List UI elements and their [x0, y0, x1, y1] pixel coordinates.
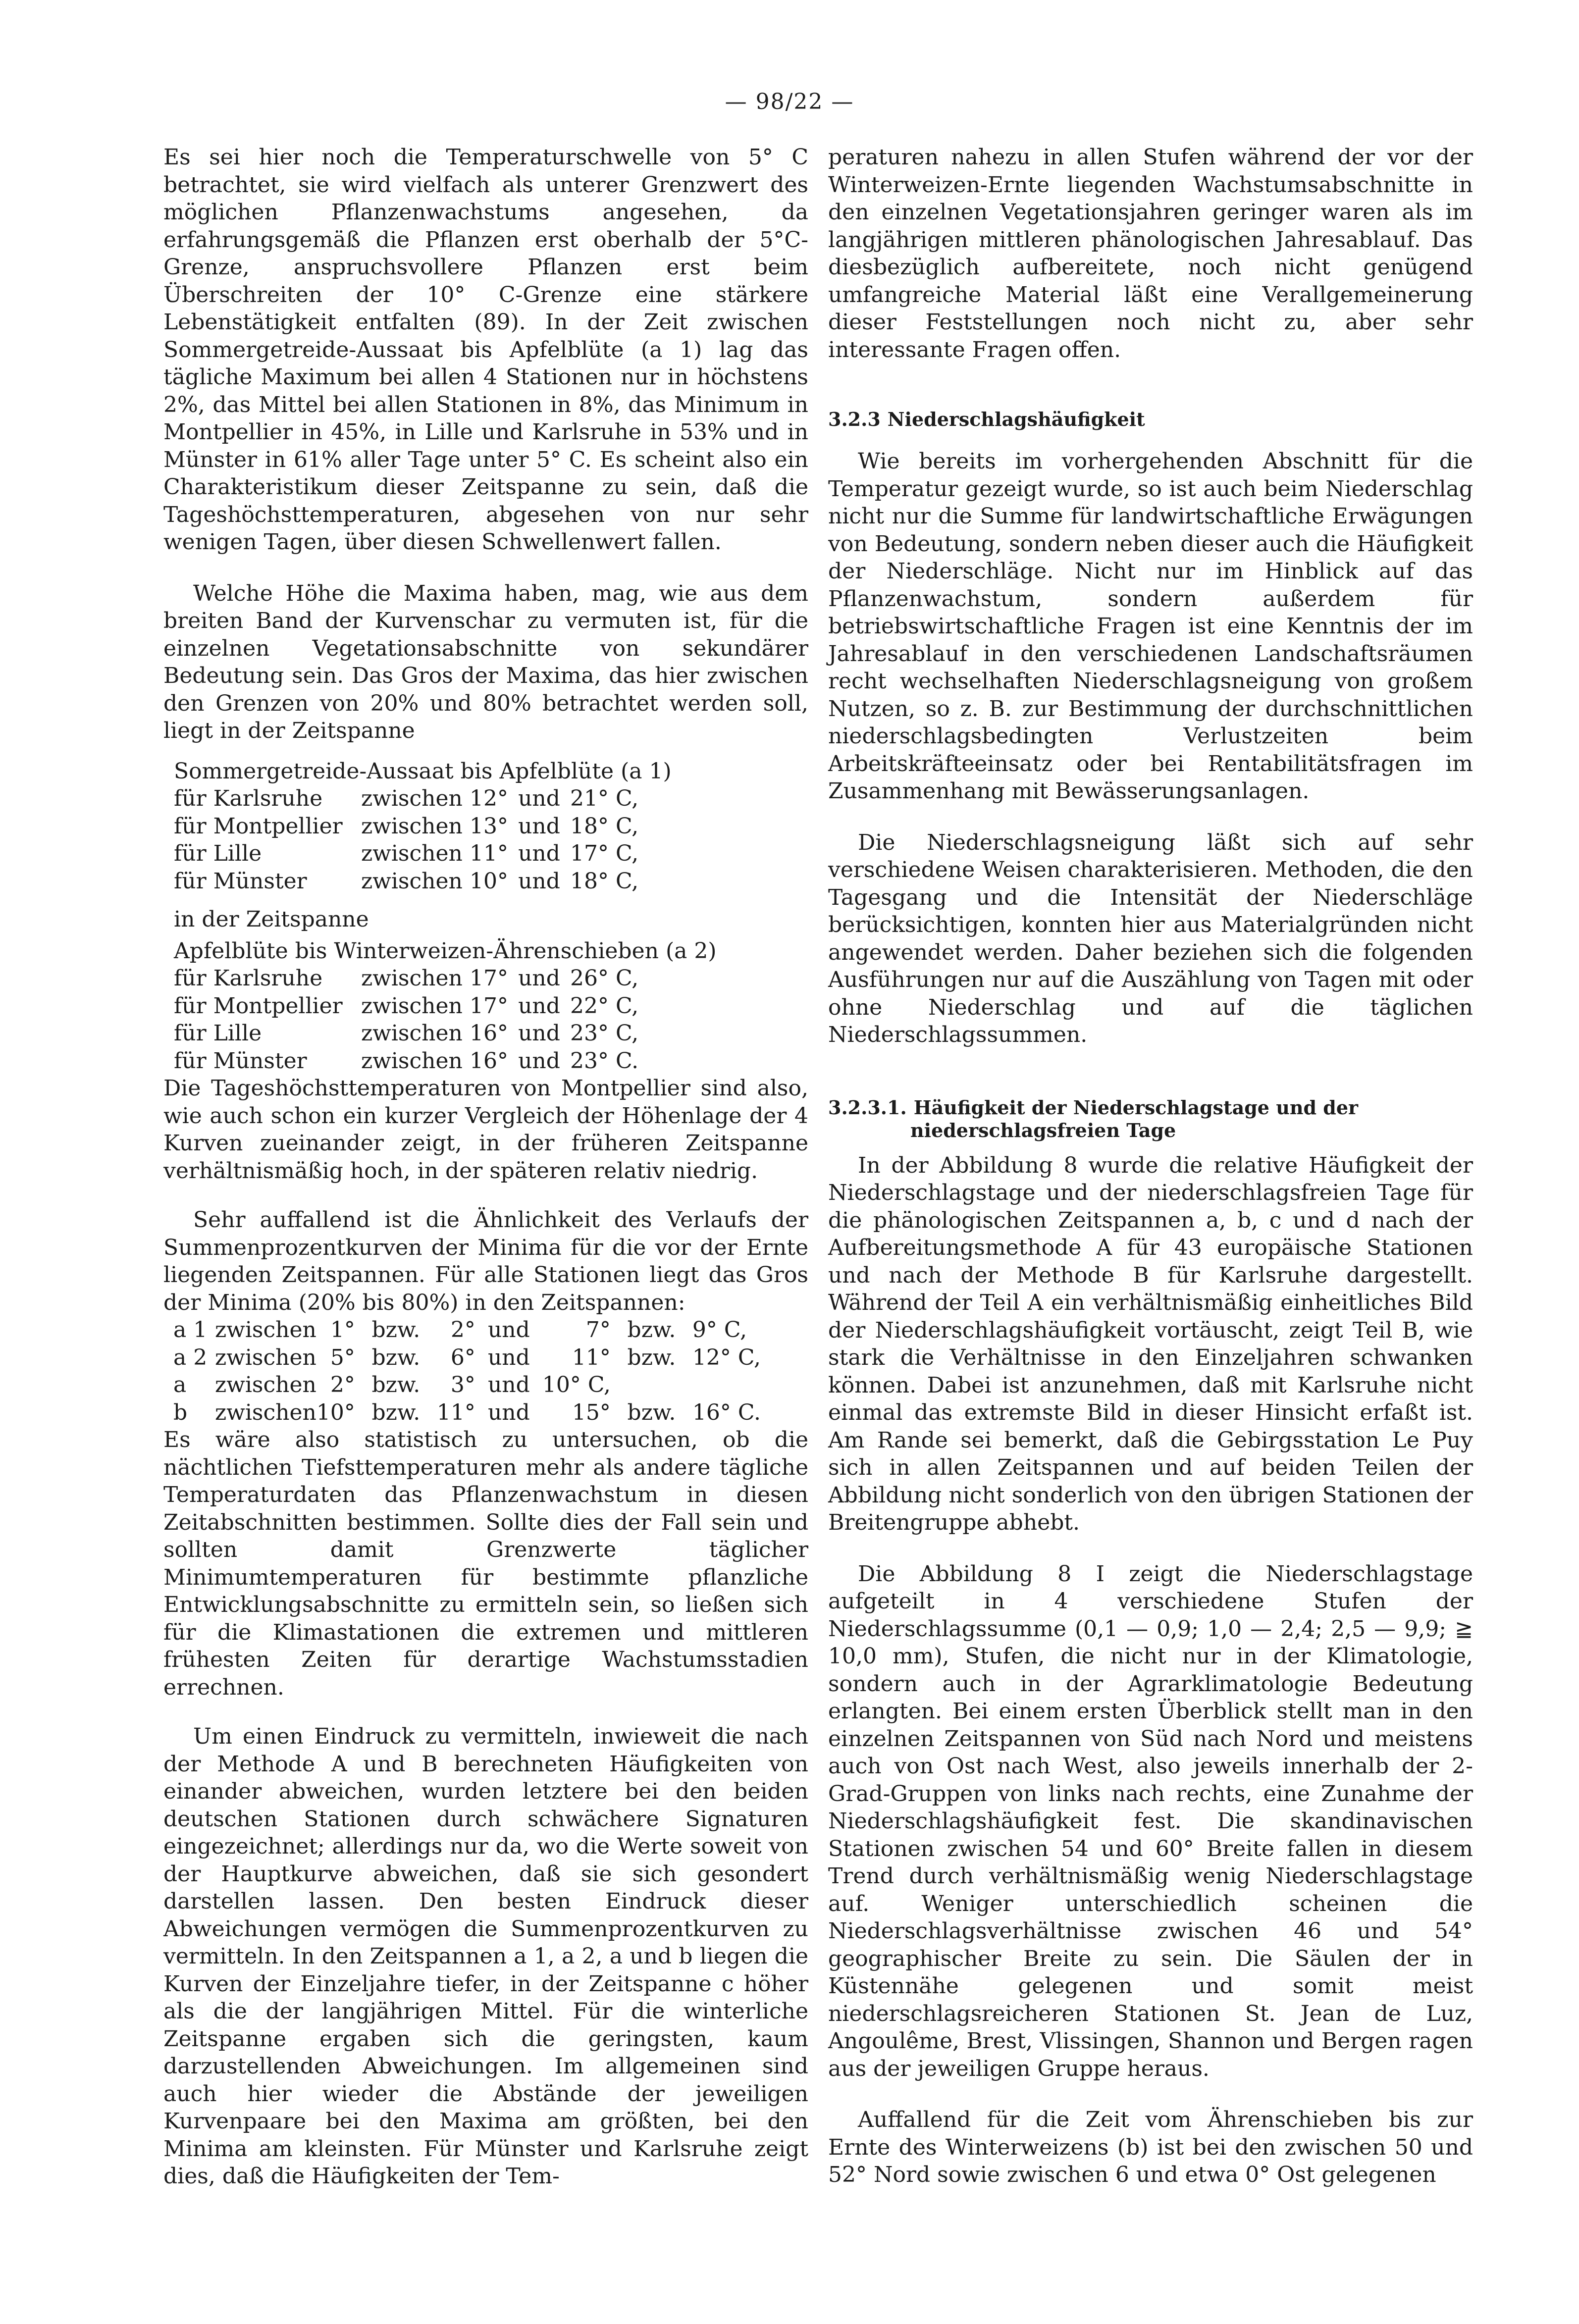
range-cell-und: und — [518, 868, 560, 894]
range-row — [174, 813, 638, 840]
range-cell-und: und — [518, 786, 560, 811]
minima-cell-b: 3° — [450, 1372, 475, 1397]
minima-cell-b: 6° — [450, 1344, 475, 1370]
section-number: 3.2.3 — [828, 408, 881, 430]
minima-row — [173, 1344, 761, 1372]
range-cell-min: 10° — [470, 868, 508, 894]
minima-cell-b1: bzw. — [371, 1399, 421, 1425]
range-cell-station: für Montpellier — [174, 813, 343, 839]
page-number: — 98/22 — — [725, 89, 854, 114]
range-cell-und: und — [518, 1021, 560, 1046]
section-title: Niederschlagshäufigkeit — [887, 408, 1145, 430]
range-cell-min: 16° — [470, 1021, 508, 1046]
minima-cell-label: b — [173, 1399, 188, 1425]
range-cell-min: 16° — [470, 1048, 508, 1074]
minima-cell-w: zwischen — [215, 1317, 316, 1343]
section-title: Häufigkeit der Niederschlagstage und der — [913, 1096, 1359, 1119]
range-row — [174, 965, 638, 992]
paragraph: Um einen Eindruck zu vermitteln, inwieweit die nach der Methode A und B berechneten Häufigkeiten von einander abweichen, wurden letztere bei den beiden deutschen Stationen durch schwächere Signaturen eingezeichnet; allerdings nur da, wo die Werte soweit von der Hauptkurve abweichen, daß sie sich gesondert darstellen lassen. Den besten Eindruck dieser Abweichungen vermögen die Summenprozentkurven zu vermitteln. In den Zeitspannen a 1, a 2, a und b liegen die Kurven der Einzeljahre tiefer, in der Zeitspanne c höher als die der langjährigen Mittel. Für die winterliche Zeitspanne ergaben sich die geringsten, kaum darzustellenden Abweichungen. Im allgemeinen sind auch hier wieder die Abstände der jeweiligen Kurvenpaare bei den Maxima am größten, bei den Minima am kleinsten. Für Münster und Karlsruhe zeigt dies, daß die Häufigkeiten der Tem- — [163, 1724, 808, 2189]
minima-cell-b: 2° — [450, 1317, 475, 1343]
minima-cell-b2 — [611, 1371, 692, 1399]
paragraph: Auffallend für die Zeit vom Ährenschieben bis zur Ernte des Winterweizens (b) ist bei den zwischen 50 und 52° Nord sowie zwischen 6 und etwa 0° Ost gelegenen — [828, 2107, 1473, 2187]
section-number: 3.2.3.1. — [828, 1096, 907, 1119]
range-cell-max: 18° C, — [570, 868, 639, 894]
right-column — [828, 144, 1473, 2189]
range-title: Sommergetreide-Aussaat bis Apfelblüte (a 1) — [174, 758, 672, 784]
range-cell-w: zwischen — [361, 813, 463, 839]
range-cell-min: 13° — [470, 813, 508, 839]
range-cell-w: zwischen — [361, 993, 463, 1019]
range-cell-station: für Karlsruhe — [174, 966, 323, 991]
range-cell-und: und — [518, 1048, 560, 1074]
minima-row — [173, 1316, 761, 1344]
minima-cell-b: 11° — [436, 1399, 475, 1425]
minima-cell-a: 10° — [316, 1399, 355, 1425]
minima-cell-a: 2° — [330, 1372, 355, 1397]
range-row — [174, 785, 638, 813]
range-cell-min: 12° — [470, 786, 508, 811]
range-cell-min: 17° — [470, 966, 508, 991]
range-row — [174, 1047, 638, 1075]
range-cell-station: für Münster — [174, 1048, 307, 1074]
range-cell-max: 22° C, — [570, 993, 639, 1019]
range-row — [174, 992, 638, 1020]
minima-cell-a: 5° — [330, 1344, 355, 1370]
minima-range-table — [173, 1316, 761, 1426]
paragraph: Sehr auffallend ist die Ähnlichkeit des Verlaufs der Summenprozentkurven der Minima für die vor der Ernte liegenden Zeitspannen. Für alle Stationen liegt das Gros der Minima (20% bis 80%) in den Zeitspannen: — [163, 1207, 808, 1315]
paragraph: Die Niederschlagsneigung läßt sich auf sehr verschiedene Weisen charakterisieren. Methoden, die den Tagesgang und die Intensität der Niederschläge berücksichtigen, konnten hier aus Materialgründen nicht angewendet werden. Daher beziehen sich die folgenden Ausführungen nur auf die Auszählung von Tagen mit oder ohne Niederschlag und auf die täglichen Niederschlagssummen. — [828, 829, 1473, 1047]
paragraph: Es sei hier noch die Temperaturschwelle von 5° C betrachtet, sie wird vielfach als unterer Grenzwert des möglichen Pflanzenwachstums angesehen, da erfahrungsgemäß die Pflanzen erst oberhalb der 5°C-Grenze, anspruchsvollere Pflanzen erst beim Überschreiten der 10° C-Grenze eine stärkere Lebenstätigkeit entfalten (89). In der Zeit zwischen Sommergetreide-Aussaat bis Apfelblüte (a 1) lag das tägliche Maximum bei allen 4 Stationen nur in höchstens 2%, das Mittel bei allen Stationen in 8%, das Minimum in Montpellier in 45%, in Lille und Karlsruhe in 53% und in Münster in 61% aller Tage unter 5° C. Es scheint also ein Charakteristikum dieser Zeitspanne zu sein, daß die Tageshöchsttemperaturen, abgesehen von nur sehr wenigen Tagen, über diesen Schwellenwert fallen. — [163, 145, 808, 555]
minima-cell-und: und — [487, 1372, 530, 1397]
range-title: Apfelblüte bis Winterweizen-Ährenschieben (a 2) — [174, 938, 717, 964]
minima-cell-b2: bzw. — [627, 1317, 676, 1343]
paragraph: Es wäre also statistisch zu untersuchen, ob die nächtlichen Tiefsttemperaturen mehr als andere tägliche Temperaturdaten das Pflanzenwachstum in diesen Zeitabschnitten bestimmen. Sollte dies der Fall sein und sollten damit Grenzwerte täglicher Minimumtemperaturen für bestimmte pflanzliche Entwicklungsabschnitte zu ermitteln sein, so ließen sich für die Klimastationen die extremen und mittleren frühesten Zeiten für derartige Wachstumsstadien errechnen. — [163, 1427, 808, 1700]
temperature-range-table — [174, 785, 638, 895]
section-title-continuation: niederschlagsfreien Tage — [910, 1119, 1176, 1141]
paragraph: Die Abbildung 8 I zeigt die Niederschlagstage aufgeteilt in 4 verschiedene Stufen der Niederschlagssumme (0,1 — 0,9; 1,0 — 2,4; 2,5 — 9,9; ≧ 10,0 mm), Stufen, die nicht nur in der Klimatologie, sondern auch in der Agrarklimatologie Bedeutung erlangten. Bei einem ersten Überblick stellt man in den einzelnen Zeitspannen von Süd nach Nord und meistens auch von Ost nach West, also jeweils innerhalb der 2-Grad-Gruppen von links nach rechts, eine Zunahme der Niederschlagshäufigkeit fest. Die skandinavischen Stationen zwischen 54 und 60° Breite fallen in diesem Trend durch verhältnismäßig wenig Niederschlagstage auf. Weniger unterschiedlich scheinen die Niederschlagsverhältnisse zwischen 46 und 54° geographischer Breite zu sein. Die Säulen der in Küstennähe gelegenen und somit meist niederschlagsreicheren Stationen St. Jean de Luz, Angoulême, Brest, Vlissingen, Shannon und Bergen ragen aus der jeweiligen Gruppe heraus. — [828, 1561, 1473, 2081]
paragraph: Die Tageshöchsttemperaturen von Montpellier sind also, wie auch schon ein kurzer Vergleich der Höhenlage der 4 Kurven zueinander zeigt, in der früheren Zeitspanne verhältnismäßig hoch, in der späteren relativ niedrig. — [163, 1076, 808, 1184]
left-column — [163, 144, 808, 2190]
minima-cell-b1: bzw. — [371, 1317, 421, 1343]
range-cell-station: für Münster — [174, 868, 307, 894]
range-cell-min: 11° — [470, 841, 508, 866]
range-cell-w: zwischen — [361, 966, 463, 991]
minima-cell-und: und — [487, 1344, 530, 1370]
minima-cell-w: zwischen — [215, 1372, 316, 1397]
minima-cell-d: 9° C, — [692, 1317, 747, 1343]
temperature-range-table — [174, 965, 638, 1075]
range-cell-w: zwischen — [361, 841, 463, 866]
minima-cell-d: 16° C. — [692, 1399, 761, 1425]
range-cell-w: zwischen — [361, 1048, 463, 1074]
range-cell-w: zwischen — [361, 786, 463, 811]
range-cell-max: 21° C, — [570, 786, 639, 811]
minima-cell-label: a 1 — [173, 1317, 208, 1343]
range-cell-station: für Montpellier — [174, 993, 343, 1019]
minima-cell-b1: bzw. — [371, 1344, 421, 1370]
range-cell-max: 18° C, — [570, 813, 639, 839]
range-cell-max: 17° C, — [570, 841, 639, 866]
range-row — [174, 1020, 638, 1047]
range-cell-station: für Karlsruhe — [174, 786, 323, 811]
minima-cell-w: zwischen — [215, 1344, 316, 1370]
range-cell-und: und — [518, 841, 560, 866]
range-cell-und: und — [518, 813, 560, 839]
range-cell-station: für Lille — [174, 1021, 262, 1046]
minima-cell-c: 15° — [572, 1399, 611, 1425]
range-cell-max: 26° C, — [570, 966, 639, 991]
section-heading — [828, 408, 1473, 431]
minima-cell-a: 1° — [330, 1317, 355, 1343]
minima-row — [173, 1399, 761, 1427]
range-caption: in der Zeitspanne — [174, 907, 369, 932]
paragraph: peraturen nahezu in allen Stufen während der vor der Winterweizen-Ernte liegenden Wachstumsabschnitte in den einzelnen Vegetationsjahren geringer waren als im langjährigen mittleren phänologischen Jahresablauf. Das diesbezüglich aufbereitete, noch nicht genügend umfangreiche Material läßt eine Verallgemeinerung dieser Feststellungen noch nicht zu, aber sehr interessante Fragen offen. — [828, 145, 1473, 362]
paragraph: Welche Höhe die Maxima haben, mag, wie aus dem breiten Band der Kurvenschar zu vermuten ist, für die einzelnen Vegetationsabschnitte von sekundärer Bedeutung sein. Das Gros der Maxima, das hier zwischen den Grenzen von 20% und 80% betrachtet werden soll, liegt in der Zeitspanne — [163, 580, 808, 743]
minima-cell-label: a 2 — [173, 1344, 208, 1370]
minima-cell-d — [692, 1371, 761, 1399]
minima-cell-label: a — [173, 1372, 187, 1397]
range-cell-w: zwischen — [361, 1021, 463, 1046]
range-row — [174, 840, 638, 868]
range-cell-station: für Lille — [174, 841, 262, 866]
minima-cell-b2: bzw. — [627, 1399, 676, 1425]
range-cell-max: 23° C. — [570, 1048, 639, 1074]
minima-cell-und: und — [487, 1317, 530, 1343]
minima-cell-c: 10° C, — [542, 1372, 611, 1397]
subsection-heading — [828, 1096, 1473, 1142]
minima-cell-b1: bzw. — [371, 1372, 421, 1397]
minima-cell-c: 7° — [585, 1317, 611, 1343]
minima-cell-w: zwischen — [215, 1399, 316, 1425]
minima-cell-d: 12° C, — [692, 1344, 761, 1370]
range-cell-w: zwischen — [361, 868, 463, 894]
range-cell-und: und — [518, 966, 560, 991]
range-cell-und: und — [518, 993, 560, 1019]
minima-cell-b2: bzw. — [627, 1344, 676, 1370]
minima-row — [173, 1371, 761, 1399]
range-cell-min: 17° — [470, 993, 508, 1019]
minima-cell-und: und — [487, 1399, 530, 1425]
minima-cell-c: 11° — [572, 1344, 611, 1370]
paragraph: Wie bereits im vorhergehenden Abschnitt für die Temperatur gezeigt wurde, so ist auch beim Niederschlag nicht nur die Summe für landwirtschaftliche Erwägungen von Bedeutung, sondern neben dieser auch die Häufigkeit der Niederschläge. Nicht nur im Hinblick auf das Pflanzenwachstum, sondern außerdem für betriebswirtschaftliche Fragen ist eine Kenntnis der im Jahresablauf in den verschiedenen Landschaftsräumen recht wechselhaften Niederschlagsneigung von großem Nutzen, so z. B. zur Bestimmung der durchschnittlichen niederschlagsbedingten Verlustzeiten beim Arbeitskräfteeinsatz oder bei Rentabilitätsfragen im Zusammenhang mit Bewässerungsanlagen. — [828, 449, 1473, 804]
paragraph: In der Abbildung 8 wurde die relative Häufigkeit der Niederschlagstage und der niederschlagsfreien Tage für die phänologischen Zeitspannen a, b, c und d nach der Aufbereitungsmethode A für 43 europäische Stationen und nach der Methode B für Karlsruhe dargestellt. Während der Teil A ein verhältnismäßig einheitliches Bild der Niederschlagshäufigkeit vortäuscht, zeigt Teil B, wie stark die Verhältnisse in den Einzeljahren schwanken können. Dabei ist anzunehmen, daß mit Karlsruhe nicht einmal das extremste Bild in dieser Hinsicht erfaßt ist. Am Rande sei bemerkt, daß die Gebirgsstation Le Puy sich in allen Zeitspannen und auf beiden Teilen der Abbildung nicht sonderlich von den übrigen Stationen der Breitengruppe abhebt. — [828, 1152, 1473, 1535]
range-cell-max: 23° C, — [570, 1021, 639, 1046]
range-row — [174, 868, 638, 895]
